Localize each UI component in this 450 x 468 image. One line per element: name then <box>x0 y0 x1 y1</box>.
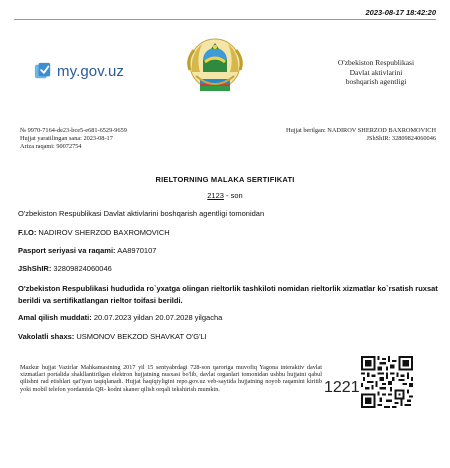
validity-row <box>18 313 222 322</box>
verification-code: 1221 <box>324 379 360 396</box>
agency-line: boshqarish agentligi <box>345 77 407 86</box>
certificate-number <box>0 191 450 200</box>
mygov-logo[interactable] <box>34 62 124 80</box>
agency-line: Davlat aktivlarini <box>349 67 403 77</box>
created-date: Hujjat yaratilingan sana: 2023-08-17 <box>20 134 113 142</box>
issuing-agency <box>316 58 436 87</box>
fio-value: NADIROV SHERZOD BAXROMOVICH <box>36 228 170 237</box>
certificate-number-suffix: - son <box>223 191 243 200</box>
validity-value: 20.07.2023 yildan 20.07.2028 yilgacha <box>91 313 223 322</box>
issued-by: O'zbekiston Respublikasi Davlat aktivlarini boshqarish agentligi tomonidan <box>18 209 265 218</box>
jshshir-row <box>18 264 112 273</box>
logo-text: my.gov.uz <box>57 62 125 80</box>
recipient-jshshir: JShShIR: 32809824060046 <box>366 134 436 142</box>
jshshir-label: JShShIR: <box>18 264 52 273</box>
state-emblem-icon <box>182 32 248 98</box>
fio-row <box>18 228 170 237</box>
certificate-statement: O'zbekiston Respublikasi hududida ro`yxatga olingan rieltorlik tashkiloti nomidan rieltorlik xizmatlar ko`rsatish ruxsat berildi va sertifikatlangan rieltor toifasi berildi. <box>18 284 438 305</box>
print-timestamp: 2023-08-17 18:42:20 <box>365 8 436 17</box>
document-meta <box>20 127 127 150</box>
check-document-icon <box>34 62 52 80</box>
jshshir-value: 32809824060046 <box>51 264 112 273</box>
qr-code[interactable] <box>361 356 413 408</box>
agency-line: O'zbekiston Respublikasi <box>337 58 415 67</box>
validity-label: Amal qilish muddati: <box>18 313 92 322</box>
authorized-person-value: USMONOV BEKZOD SHAVKAT O'G'LI <box>74 332 207 341</box>
certificate-number-value: 2123 <box>207 191 224 200</box>
authorized-person-label: Vakolatli shaxs: <box>18 332 75 341</box>
document-id: № 9970-7164-de23-bce5-e681-6529-9659 <box>20 127 127 134</box>
fio-label: F.I.O: <box>18 228 37 237</box>
legal-notice: Mazkur hujjat Vazirlar Mahkamasining 2017 yil 15 sentyabrdagi 728-son qaroriga muvofiq Yagona interaktiv davlat xizmatlari portalida shakllantirilgan elektron hujjatning nusxasi bo'lib, davlat organlari tomonidan ushbu hujjatni qabul qilishni rad etishlari qat'iyan taqiqlanadi. Hujjat haqiqiyligini repo.gov.uz veb-saytida hujjatning noyob raqamini kiritib yoki mobil telefon yordamida QR- kodni skaner qilish orqali tekshirish mumkin. <box>20 364 322 393</box>
passport-label: Pasport seriyasi va raqami: <box>18 246 116 255</box>
recipient-info <box>286 127 436 143</box>
document-title: RIELTORNING MALAKA SERTIFIKATI <box>155 175 295 184</box>
authorized-person-row <box>18 332 207 341</box>
application-number: Ariza raqami: 90072754 <box>20 142 82 150</box>
passport-value: AA8970107 <box>115 246 157 255</box>
header-divider <box>14 19 436 20</box>
passport-row <box>18 246 156 255</box>
recipient-name: Hujjat berilgan: NADIROV SHERZOD BAXROMOVICH <box>286 127 436 134</box>
